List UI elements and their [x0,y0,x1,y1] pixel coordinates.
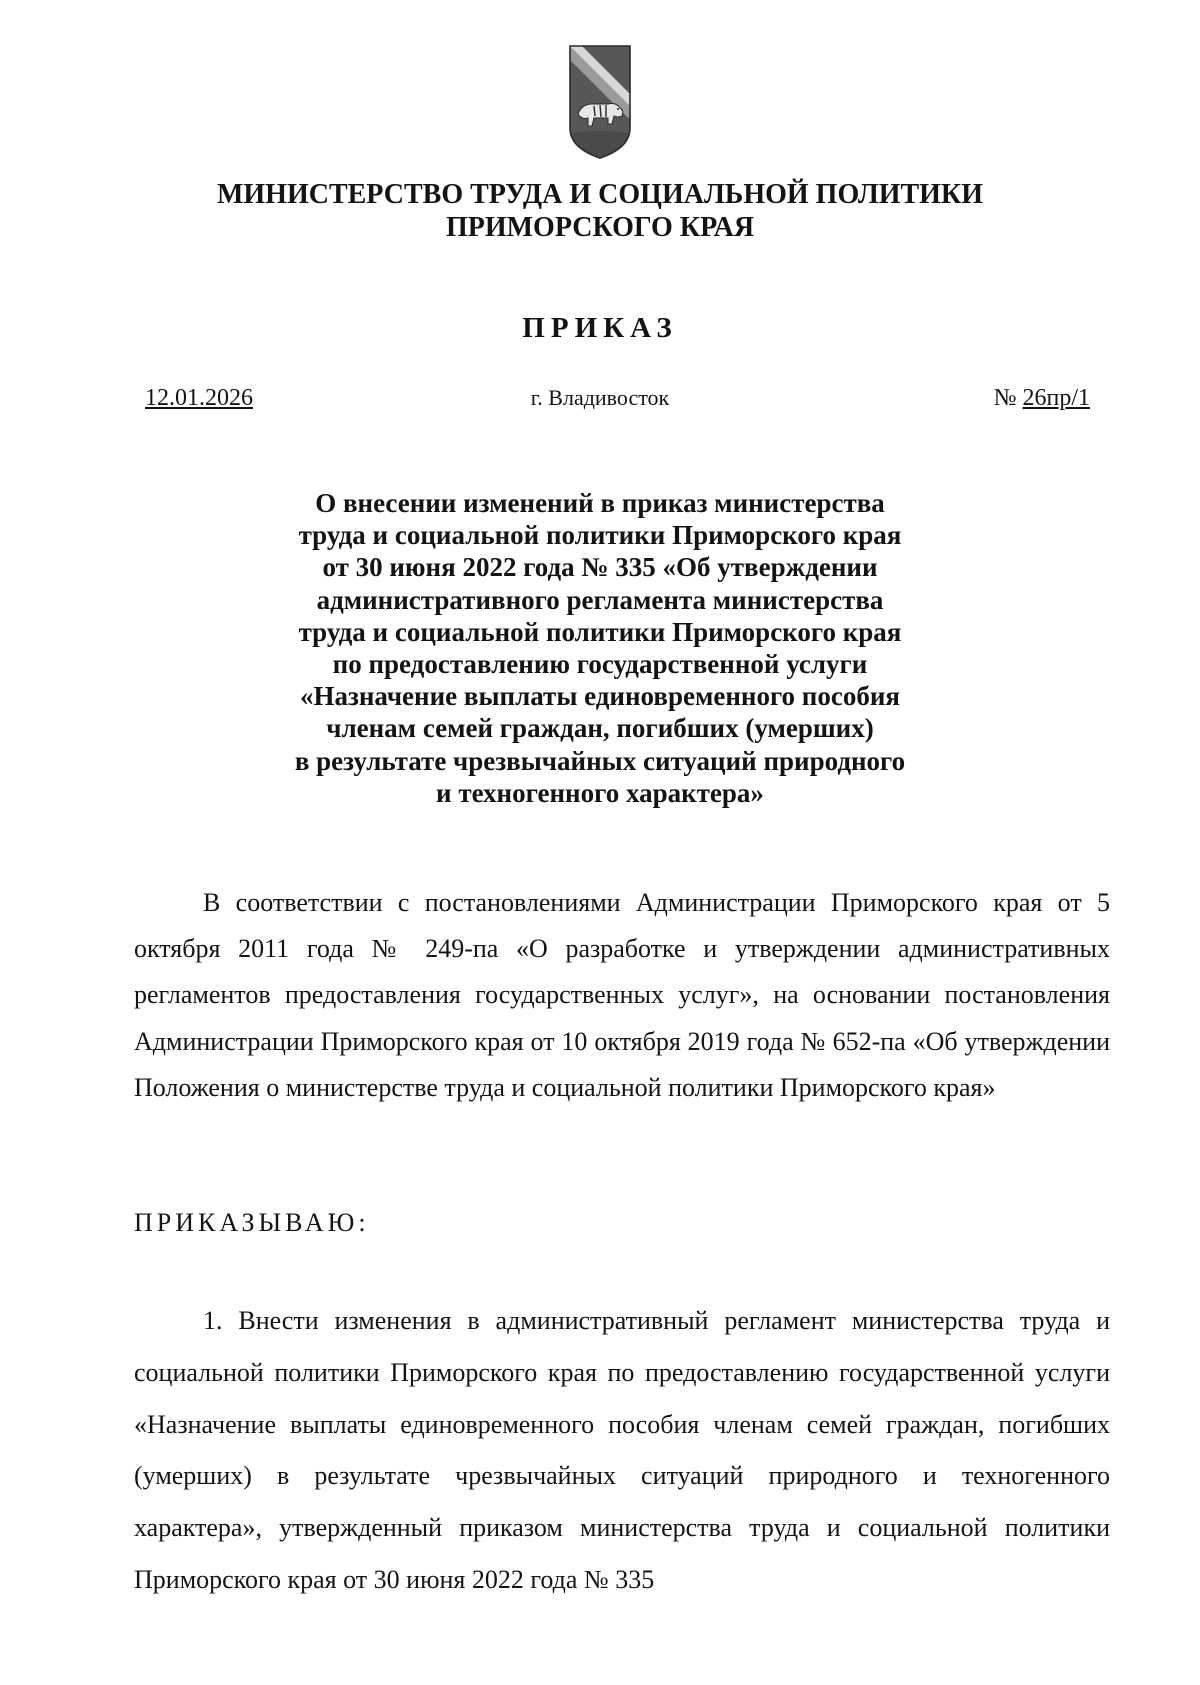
subject-line: членам семей граждан, погибших (умерших) [326,713,874,744]
subject-line: по предоставлению государственной услуги [332,649,868,680]
ministry-line-2: ПРИМОРСКОГО КРАЯ [445,212,755,243]
order-number-prefix: № [993,385,1017,411]
order-date: 12.01.2026 [145,385,253,411]
subject-line: и техногенного характера» [436,777,764,808]
order-number [994,385,1090,412]
document-type-title: ПРИКАЗ [522,312,678,344]
order-subject [0,487,1200,809]
subject-line: О внесении изменений в приказ министерства [315,488,885,518]
order-item-1: 1. Внести изменения в административный регламент министерства труда и социальной политики Приморского края по предоставлению государственной услуги «Назначение выплаты единовременного пособия членам семей граждан, погибших (умерших) в результате чрезвычайных ситуаций природного и техногенного характера», утвержденный приказом министерства труда и социальной политики Приморского края от 30 июня 2022 года № 335 [134,1306,1110,1594]
subject-line: в результате чрезвычайных ситуаций природного [294,745,906,776]
orders-heading: ПРИКАЗЫВАЮ: [134,1208,370,1237]
subject-line: труда и социальной политики Приморского края [298,616,902,647]
subject-line: труда и социальной политики Приморского края [298,520,902,551]
order-number-value: 26пр/1 [1022,385,1090,411]
subject-line: от 30 июня 2022 года № 335 «Об утверждении [322,552,878,583]
subject-line: административного регламента министерства [316,584,884,615]
order-city: г. Владивосток [530,385,670,410]
ministry-header [0,178,1200,244]
ministry-line-1: МИНИСТЕРСТВО ТРУДА И СОЦИАЛЬНОЙ ПОЛИТИКИ [216,179,984,210]
subject-line: «Назначение выплаты единовременного пособия [300,681,900,712]
basis-paragraph: В соответствии с постановлениями Администрации Приморского края от 5 октября 2011 года № 249-па «О разработке и утверждении административных регламентов предоставления государственных услуг», на основании постановления Администрации Приморского края от 10 октября 2019 года № 652-па «Об утверждении Положения о министерстве труда и социальной политики Приморского края» [134,888,1110,1102]
coat-of-arms-icon [568,44,632,160]
